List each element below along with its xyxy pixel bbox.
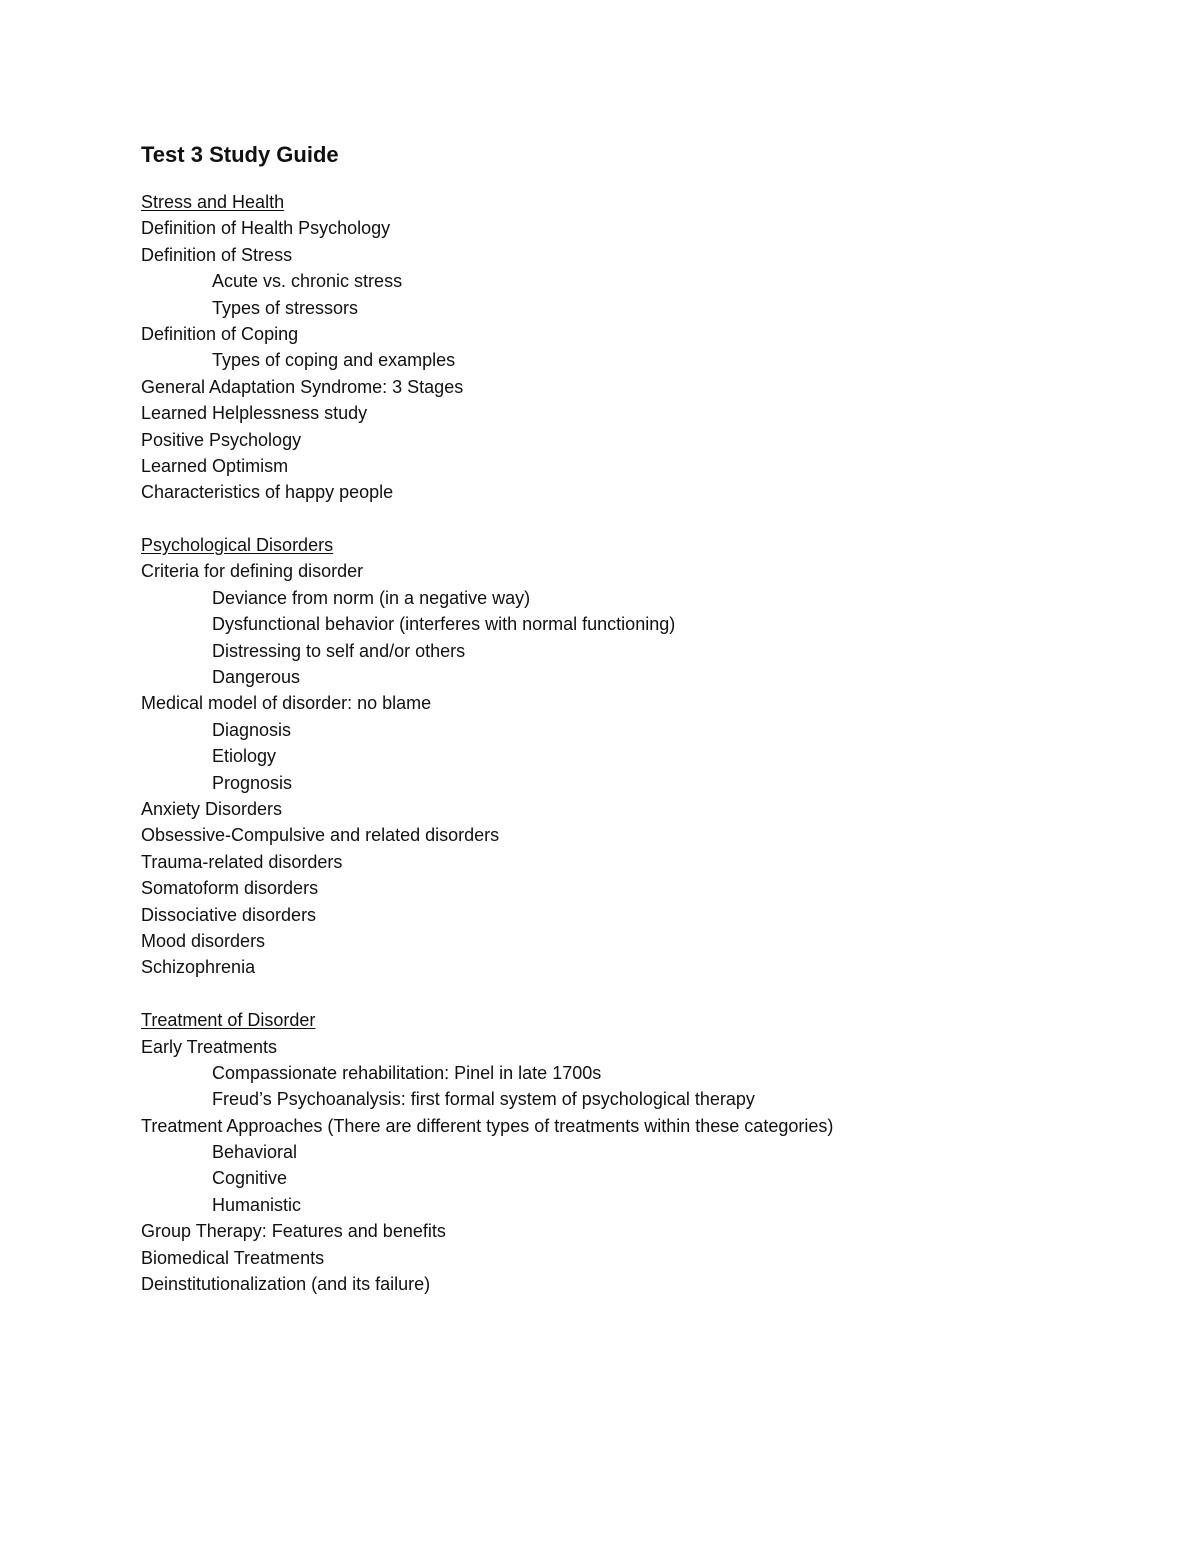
section-heading: Treatment of Disorder — [141, 1010, 316, 1031]
topic-item: Obsessive-Compulsive and related disorders — [141, 825, 500, 846]
topic-item: Somatoform disorders — [141, 878, 319, 899]
topic-item: Mood disorders — [141, 930, 266, 951]
topic-item: Dissociative disorders — [141, 904, 317, 925]
section — [141, 1007, 1141, 1297]
section — [141, 189, 1141, 506]
sub-topic-item: Freud’s Psychoanalysis: first formal system of psychological therapy — [212, 1089, 755, 1110]
topic-item: Early Treatments — [141, 1036, 278, 1057]
topic-item: Definition of Stress — [141, 244, 293, 265]
topic-item: Positive Psychology — [141, 429, 302, 450]
sub-topic-item: Etiology — [212, 746, 277, 767]
topic-item: Deinstitutionalization (and its failure) — [141, 1274, 431, 1295]
topic-item: Definition of Health Psychology — [141, 218, 391, 239]
topic-item: Anxiety Disorders — [141, 798, 283, 819]
topic-item: Treatment Approaches (There are different types of treatments within these categories) — [141, 1115, 834, 1136]
topic-item: Learned Helplessness study — [141, 403, 368, 424]
sub-topic-item: Behavioral — [212, 1142, 298, 1163]
sub-topic-item: Prognosis — [212, 772, 293, 793]
topic-item: Trauma-related disorders — [141, 851, 343, 872]
section — [141, 532, 1141, 981]
page-title: Test 3 Study Guide — [141, 142, 339, 167]
topic-item: Biomedical Treatments — [141, 1247, 325, 1268]
sub-topic-item: Acute vs. chronic stress — [212, 271, 403, 292]
section-spacer — [141, 981, 1141, 1007]
sub-topic-item: Diagnosis — [212, 719, 292, 740]
sub-topic-item: Cognitive — [212, 1168, 288, 1189]
topic-item: Learned Optimism — [141, 455, 289, 476]
topic-item: Characteristics of happy people — [141, 482, 394, 503]
topic-item: Group Therapy: Features and benefits — [141, 1221, 446, 1242]
sub-topic-item: Dangerous — [212, 667, 301, 688]
topic-item: Schizophrenia — [141, 957, 256, 978]
sub-topic-item: Dysfunctional behavior (interferes with normal functioning) — [212, 614, 676, 635]
topic-item: Definition of Coping — [141, 323, 299, 344]
study-guide-content — [141, 189, 1141, 1297]
sub-topic-item: Humanistic — [212, 1194, 302, 1215]
sub-topic-item: Compassionate rehabilitation: Pinel in late 1700s — [212, 1062, 602, 1083]
sub-topic-item: Deviance from norm (in a negative way) — [212, 587, 531, 608]
sub-topic-item: Types of coping and examples — [212, 350, 456, 371]
section-heading: Stress and Health — [141, 192, 285, 212]
topic-item: Medical model of disorder: no blame — [141, 693, 432, 714]
section-heading: Psychological Disorders — [141, 535, 334, 556]
sub-topic-item: Distressing to self and/or others — [212, 640, 466, 661]
topic-item: Criteria for defining disorder — [141, 561, 364, 582]
sub-topic-item: Types of stressors — [212, 297, 359, 318]
topic-item: General Adaptation Syndrome: 3 Stages — [141, 376, 464, 397]
section-spacer — [141, 506, 1141, 532]
